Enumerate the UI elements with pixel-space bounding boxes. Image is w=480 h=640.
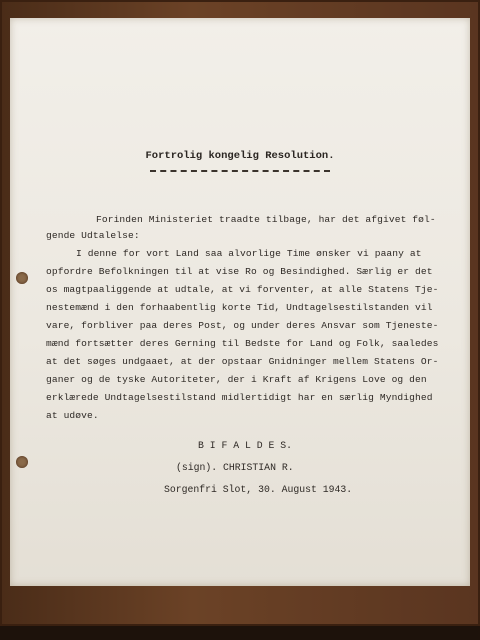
document-paper	[10, 18, 470, 586]
background-surface	[0, 626, 480, 640]
body-line: I denne for vort Land saa alvorlige Time ønsker vi paany at	[76, 248, 422, 259]
signature-text: (sign). CHRISTIAN R.	[176, 462, 294, 473]
body-line: os magtpaaliggende at udtale, at vi forventer, at alle Statens Tje-	[46, 284, 439, 295]
document-title: Fortrolig kongelig Resolution.	[145, 150, 335, 162]
body-line: opfordre Befolkningen til at vise Ro og Besindighed. Særlig er det	[46, 266, 433, 277]
body-line: erklærede Undtagelsestilstand midlertidigt har en særlig Myndighed	[46, 392, 433, 403]
approval-text: B I F A L D E S.	[198, 440, 293, 451]
body-line: mænd fortsætter deres Gerning til Bedste for Land og Folk, saaledes	[46, 338, 439, 349]
body-line: ganer og de tyske Autoriteter, der i Kraft af Krigens Love og den	[46, 374, 427, 385]
body-line: vare, forbliver paa deres Post, og under deres Ansvar som Tjeneste-	[46, 320, 439, 331]
intro-line: Forinden Ministeriet traadte tilbage, har det afgivet føl-	[96, 214, 436, 225]
punch-hole-bottom	[16, 456, 28, 468]
body-line: at udøve.	[46, 410, 99, 421]
intro-line: gende Udtalelse:	[46, 230, 140, 241]
place-date-text: Sorgenfri Slot, 30. August 1943.	[164, 484, 353, 495]
body-line: at det søges undgaaet, at der opstaar Gnidninger mellem Statens Or-	[46, 356, 439, 367]
punch-hole-top	[16, 272, 28, 284]
title-underline	[150, 170, 330, 172]
body-line: nestemænd i den forhaabentlig korte Tid, Undtagelsestilstanden vil	[46, 302, 433, 313]
